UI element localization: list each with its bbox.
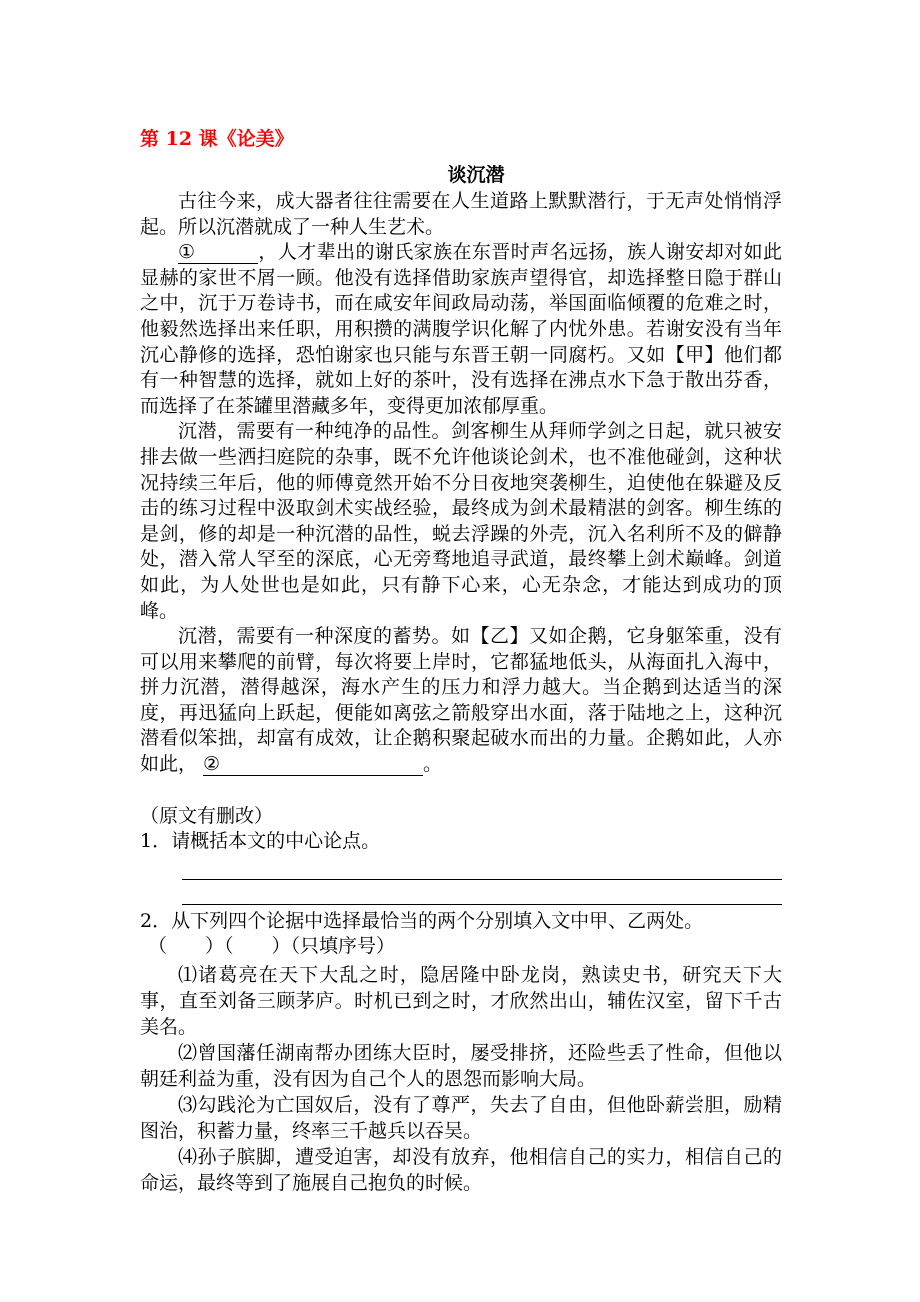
essay-paragraph-1: 古往今来，成大器者往往需要在人生道路上默默潜行，于无声处悄悄浮起。所以沉潜就成了一种人生艺术。: [140, 190, 782, 238]
essay-paragraph-4-end: 。: [423, 753, 443, 776]
essay-paragraph-4-text: 沉潜，需要有一种深度的蓄势。如【乙】又如企鹅，它身躯笨重，没有可以用来攀爬的前臂，每次将要上岸时，它都猛地低头，从海面扎入海中，拼力沉潜，潜得越深，海水产生的压力和浮力越大。当企鹅到达适当的深度，再迅猛向上跃起，便能如离弦之箭般穿出水面，落于陆地之上，这种沉潜看似笨拙，却富有成效，让企鹅积聚起破水而出的力量。企鹅如此，人亦如此，: [140, 625, 782, 776]
option-1: ⑴诸葛亮在天下大乱之时，隐居隆中卧龙岗，熟读史书，研究天下大事，直至刘备三顾茅庐。时机已到之时，才欣然出山，辅佐汉室，留下千古美名。: [140, 964, 782, 1039]
question-1: 1．请概括本文的中心论点。: [140, 830, 381, 853]
essay-paragraph-2: [140, 240, 782, 419]
lesson-title: 第 12 课《论美》: [140, 128, 294, 150]
essay-paragraph-3: 沉潜，需要有一种纯净的品性。剑客柳生从拜师学剑之日起，就只被安排去做一些洒扫庭院的杂事，既不允许他谈论剑术，也不准他碰剑，这种状况持续三年后，他的师傅竟然开始不分日夜地突袭柳生，迫使他在躲避及反击的练习过程中汲取剑术实战经验，最终成为剑术最精湛的剑客。柳生练的是剑，修的却是一种沉潜的品性，蜕去浮躁的外壳，沉入名利所不及的僻静处，潜入常人罕至的深底，心无旁骛地追寻武道，最终攀上剑术巅峰。剑道如此，为人处世也是如此，只有静下心来，心无杂念，才能达到成功的顶峰。: [140, 420, 782, 622]
option-4: ⑷孙子膑脚，遭受迫害，却没有放弃，他相信自己的实力，相信自己的命运，最终等到了施展自己抱负的时候。: [140, 1146, 782, 1195]
fill-blank-2[interactable]: ②: [203, 753, 423, 776]
question-2: 2．从下列四个论据中选择最恰当的两个分别填入文中甲、乙两处。: [140, 909, 704, 932]
source-note: （原文有删改）: [140, 804, 274, 827]
essay-paragraph-2-text: ，人才辈出的谢氏家族在东晋时声名远扬，族人谢安却对如此显赫的家世不屑一顾。他没有选择借助家族声望得官，却选择整日隐于群山之中，沉于万卷诗书，而在咸安年间政局动荡，举国面临倾覆的危难之时，他毅然选择出来任职，用积攒的满腹学识化解了内忧外患。若谢安没有当年沉心静修的选择，恐怕谢家也只能与东晋王朝一同腐朽。又如【甲】他们都有一种智慧的选择，就如上好的茶叶，没有选择在沸点水下急于散出芬香，而选择了在茶罐里潜藏多年，变得更加浓郁厚重。: [140, 241, 782, 417]
answer-line-1[interactable]: [182, 855, 782, 880]
fill-blank-1[interactable]: ①: [178, 241, 258, 264]
section-spacer: [140, 778, 782, 804]
answer-line-2[interactable]: [182, 880, 782, 905]
option-2: ⑵曾国藩任湖南帮办团练大臣时，屡受排挤，还险些丢了性命，但他以朝廷利益为重，没有因为自己个人的恩怨而影响大局。: [140, 1042, 782, 1091]
essay-paragraph-4: [140, 624, 782, 778]
document-page: [140, 122, 782, 1196]
option-3: ⑶勾践沦为亡国奴后，没有了尊严，失去了自由，但他卧薪尝胆，励精图治，积蓄力量，终率三千越兵以吞吴。: [140, 1094, 782, 1143]
essay-title: 谈沉潜: [447, 164, 505, 186]
question-2-answer-blanks[interactable]: （ ）（ ）（只填序号）: [148, 935, 396, 958]
